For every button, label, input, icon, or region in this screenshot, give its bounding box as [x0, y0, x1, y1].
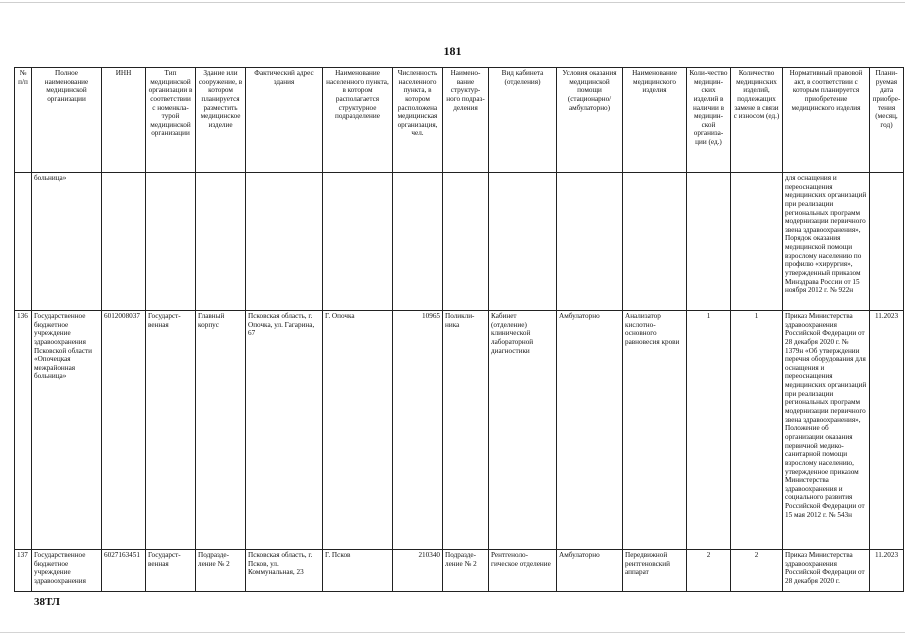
registry-table: [14, 67, 904, 592]
cell-inn: 6027163451: [102, 550, 146, 592]
page-number: 181: [443, 44, 462, 58]
cell-cabinet: [489, 173, 557, 311]
cell-replace: 2: [731, 550, 783, 592]
scan-edge-top: [0, 2, 905, 3]
cell-inn: [102, 173, 146, 311]
col-header-conditions: Условия оказания медицинской помощи (стационарно/амбулаторно): [557, 68, 623, 173]
cell-type: Государст-венная: [146, 311, 196, 550]
table-header-row: [15, 68, 904, 173]
cell-org: больница»: [32, 173, 102, 311]
col-header-building: Здание или сооружение, в котором планируется разместить медицинское изделие: [196, 68, 246, 173]
cell-conditions: Амбулаторно: [557, 311, 623, 550]
cell-locality: Г. Опочка: [323, 311, 393, 550]
cell-address: Псковская область, г. Опочка, ул. Гагарина, 67: [246, 311, 323, 550]
cell-locality: [323, 173, 393, 311]
cell-conditions: [557, 173, 623, 311]
col-header-address: Фактический адрес здания: [246, 68, 323, 173]
cell-cabinet: Рентгеноло-гическое отделение: [489, 550, 557, 592]
col-header-inn: ИНН: [102, 68, 146, 173]
col-header-replace: Количество медицинских изделий, подлежащих замене в связи с износом (ед.): [731, 68, 783, 173]
scan-edge-bottom: [0, 632, 905, 633]
cell-device: Передвижной рентгеновский аппарат: [623, 550, 687, 592]
col-header-population: Численность населенного пункта, в котором расположена медицинская организация, чел.: [393, 68, 443, 173]
cell-population: [393, 173, 443, 311]
table-row: [15, 550, 904, 592]
cell-act: Приказ Министерства здравоохранения Российской Федерации от 28 декабря 2020 г. № 1379н «Об утверждении перечня оборудования для оснащения и переоснащения медицинских организаций при реализации региональных программ модернизации первичного звена здравоохранения», Положение об организации оказания первичной медико-санитарной помощи взрослому населению, утвержденное приказом Министерства здравоохранения и социального развития Российской Федерации от 15 мая 2012 г. № 543н: [783, 311, 870, 550]
table-row: [15, 311, 904, 550]
cell-building: [196, 173, 246, 311]
cell-address: [246, 173, 323, 311]
cell-address: Псковская область, г. Псков, ул. Коммунальная, 23: [246, 550, 323, 592]
cell-device: Анализатор кислотно-основного равновесия крови: [623, 311, 687, 550]
col-header-type: Тип медицинской организации в соответствии с номенкла-турой медицинской организации: [146, 68, 196, 173]
cell-num: 136: [15, 311, 32, 550]
cell-building: Главный корпус: [196, 311, 246, 550]
cell-act: Приказ Министерства здравоохранения Российской Федерации от 28 декабря 2020 г.: [783, 550, 870, 592]
cell-conditions: Амбулаторно: [557, 550, 623, 592]
cell-unit: Подразде-ление № 2: [443, 550, 489, 592]
col-header-num: № п/п: [15, 68, 32, 173]
cell-act: для оснащения и переоснащения медицинских организаций при реализации региональных программ модернизации первичного звена здравоохранения», Порядок оказания медицинской помощи взрослому населению по профилю «хирургия», утвержденный приказом Минздрава России от 15 ноября 2012 г. № 922н: [783, 173, 870, 311]
col-header-locality: Наименование населенного пункта, в котором располагается структурное подразделение: [323, 68, 393, 173]
cell-replace: 1: [731, 311, 783, 550]
col-header-date: Плани-руемая дата приобре-тения (месяц, год): [870, 68, 904, 173]
cell-inn: 6012008037: [102, 311, 146, 550]
cell-qty: 1: [687, 311, 731, 550]
cell-replace: [731, 173, 783, 311]
col-header-act: Нормативный правовой акт, в соответствии с которым планируется приобретение медицинского изделия: [783, 68, 870, 173]
cell-type: Государст-венная: [146, 550, 196, 592]
cell-type: [146, 173, 196, 311]
footer-code: 38ТЛ: [34, 596, 60, 608]
cell-building: Подразде-ление № 2: [196, 550, 246, 592]
cell-org: Государственное бюджетное учреждение здравоохранения: [32, 550, 102, 592]
cell-num: 137: [15, 550, 32, 592]
col-header-qty: Коли-чество медицин-ских изделий в наличии в медицин-ской организа-ции (ед.): [687, 68, 731, 173]
cell-date: 11.2023: [870, 311, 904, 550]
cell-date: [870, 173, 904, 311]
cell-device: [623, 173, 687, 311]
table-row: [15, 173, 904, 311]
cell-locality: Г. Псков: [323, 550, 393, 592]
cell-qty: 2: [687, 550, 731, 592]
cell-unit: Поликли-ника: [443, 311, 489, 550]
col-header-unit: Наимено-вание структур-ного подраз-деления: [443, 68, 489, 173]
cell-unit: [443, 173, 489, 311]
cell-date: 11.2023: [870, 550, 904, 592]
col-header-org: Полное наименование медицинской организации: [32, 68, 102, 173]
cell-population: 210340: [393, 550, 443, 592]
cell-qty: [687, 173, 731, 311]
cell-cabinet: Кабинет (отделение) клинической лабораторной диагностики: [489, 311, 557, 550]
col-header-cabinet: Вид кабинета (отделения): [489, 68, 557, 173]
cell-org: Государственное бюджетное учреждение здравоохранения Псковской области «Опочецкая межрайонная больница»: [32, 311, 102, 550]
col-header-device: Наименование медицинского изделия: [623, 68, 687, 173]
cell-num: [15, 173, 32, 311]
cell-population: 10965: [393, 311, 443, 550]
